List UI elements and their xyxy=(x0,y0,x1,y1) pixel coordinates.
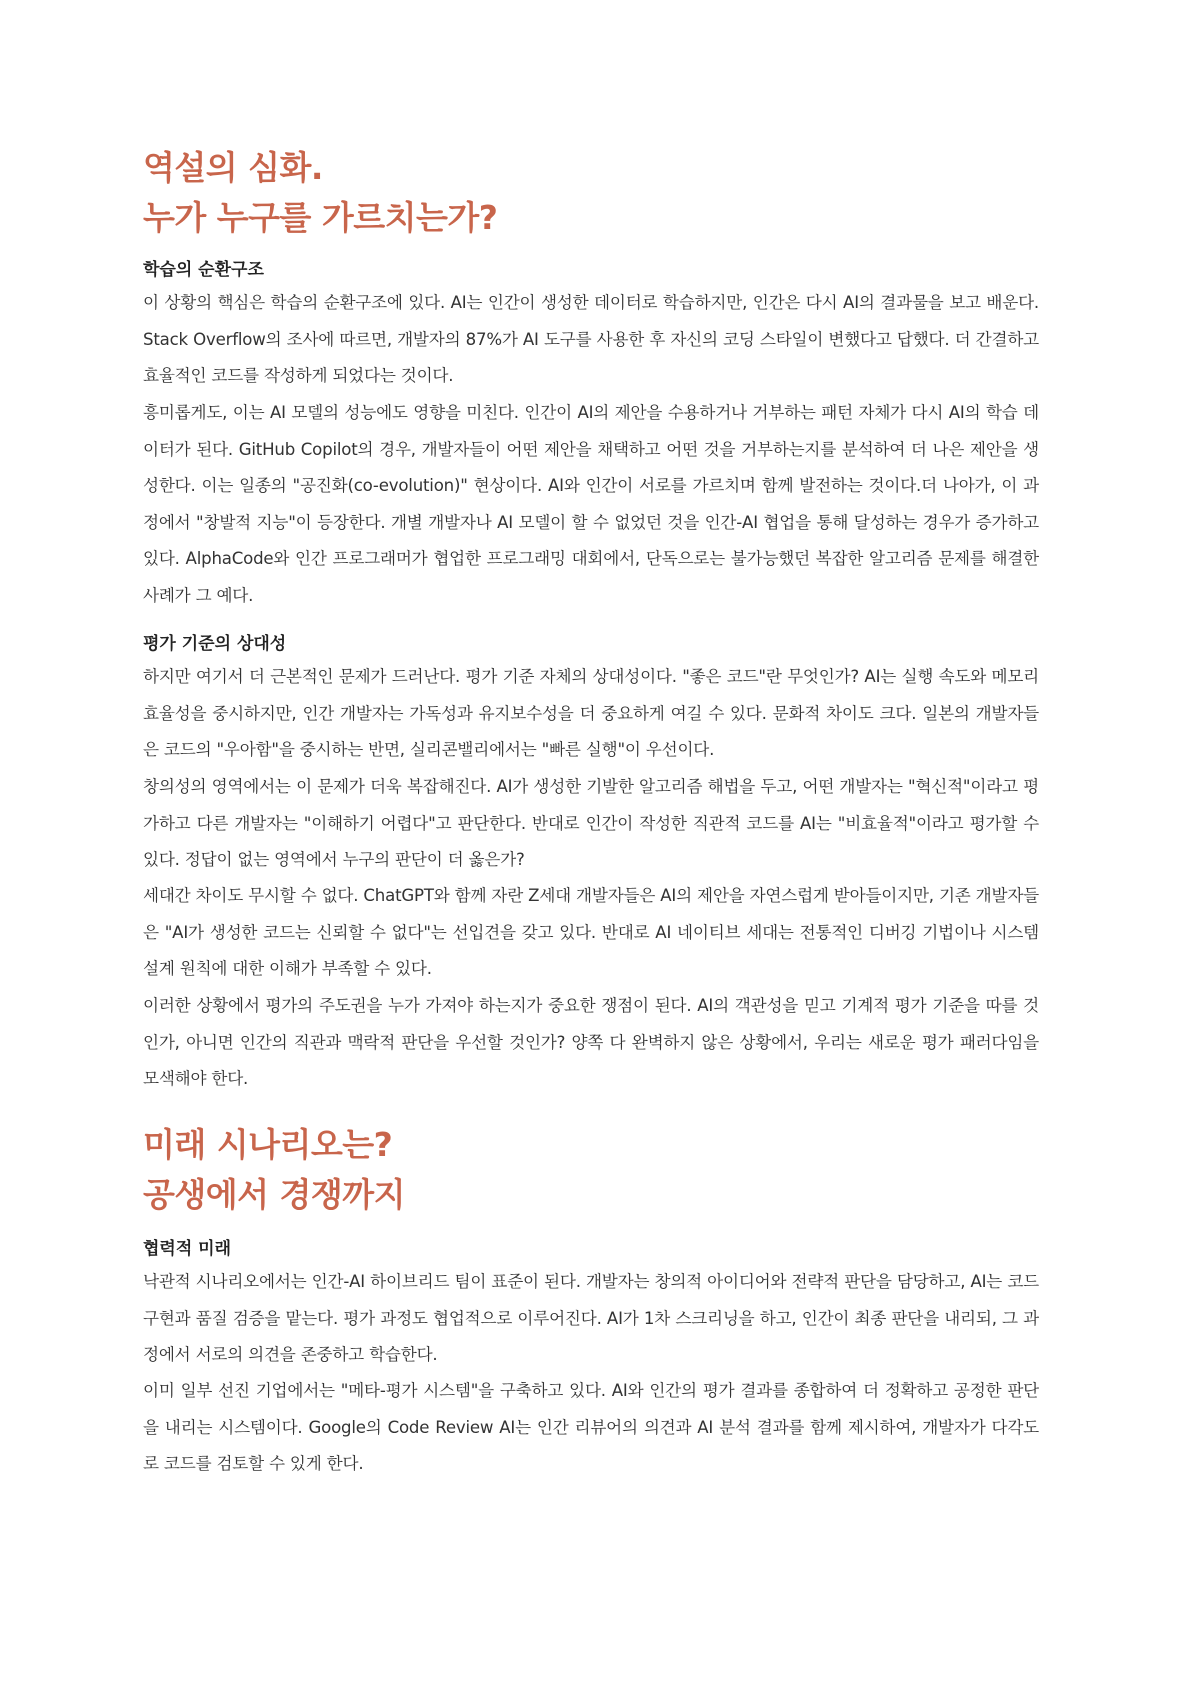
paragraph: 흥미롭게도, 이는 AI 모델의 성능에도 영향을 미친다. 인간이 AI의 제안을 수용하거나 거부하는 패턴 자체가 다시 AI의 학습 데이터가 된다. GitHub Copilot의 경우, 개발자들이 어떤 제안을 채택하고 어떤 것을 거부하는지를 분석하여 더 나은 제안을 생성한다. 이는 일종의 "공진화(co-evolution)" 현상이다. AI와 인간이 서로를 가르치며 함께 발전하는 것이다.더 나아가, 이 과정에서 "창발적 지능"이 등장한다. 개별 개발자나 AI 모델이 할 수 없었던 것을 인간-AI 협업을 통해 달성하는 경우가 증가하고 있다. AlphaCode와 인간 프로그래머가 협업한 프로그래밍 대회에서, 단독으로는 불가능했던 복잡한 알고리즘 문제를 해결한 사례가 그 예다. xyxy=(143,403,1039,605)
section-title-paradox xyxy=(143,143,1043,243)
subheading-evaluation-relativity: 평가 기준의 상대성 xyxy=(143,634,287,654)
paragraph: 낙관적 시나리오에서는 인간-AI 하이브리드 팀이 표준이 된다. 개발자는 창의적 아이디어와 전략적 판단을 담당하고, AI는 코드 구현과 품질 검증을 맡는다. 평가 과정도 협업적으로 이루어진다. AI가 1차 스크리닝을 하고, 인간이 최종 판단을 내리되, 그 과정에서 서로의 의견을 존중하고 학습한다. xyxy=(143,1272,1039,1364)
paragraph: 창의성의 영역에서는 이 문제가 더욱 복잡해진다. AI가 생성한 기발한 알고리즘 해법을 두고, 어떤 개발자는 "혁신적"이라고 평가하고 다른 개발자는 "이해하기 어렵다"고 판단한다. 반대로 인간이 작성한 직관적 코드를 AI는 "비효율적"이라고 평가할 수 있다. 정답이 없는 영역에서 누구의 판단이 더 옳은가? xyxy=(143,777,1039,869)
section-title-line-1: 미래 시나리오는? xyxy=(143,1125,393,1164)
subheading-learning-cycle: 학습의 순환구조 xyxy=(143,260,264,280)
section-title-line-2: 공생에서 경쟁까지 xyxy=(143,1175,406,1214)
section-title-line-2: 누가 누구를 가르치는가? xyxy=(143,198,498,237)
paragraph: 세대간 차이도 무시할 수 없다. ChatGPT와 함께 자란 Z세대 개발자들은 AI의 제안을 자연스럽게 받아들이지만, 기존 개발자들은 "AI가 생성한 코드는 신뢰할 수 없다"는 선입견을 갖고 있다. 반대로 AI 네이티브 세대는 전통적인 디버깅 기법이나 시스템 설계 원칙에 대한 이해가 부족할 수 있다. xyxy=(143,886,1039,978)
paragraph: 이러한 상황에서 평가의 주도권을 누가 가져야 하는지가 중요한 쟁점이 된다. AI의 객관성을 믿고 기계적 평가 기준을 따를 것인가, 아니면 인간의 직관과 맥락적 판단을 우선할 것인가? 양쪽 다 완벽하지 않은 상황에서, 우리는 새로운 평가 패러다임을 모색해야 한다. xyxy=(143,996,1039,1088)
paragraph: 이 상황의 핵심은 학습의 순환구조에 있다. AI는 인간이 생성한 데이터로 학습하지만, 인간은 다시 AI의 결과물을 보고 배운다. Stack Overflow의 조사에 따르면, 개발자의 87%가 AI 도구를 사용한 후 자신의 코딩 스타일이 변했다고 답했다. 더 간결하고 효율적인 코드를 작성하게 되었다는 것이다. xyxy=(143,293,1039,385)
section-title-line-1: 역설의 심화. xyxy=(143,148,323,187)
section-title-future-scenarios xyxy=(143,1120,1043,1220)
paragraph: 하지만 여기서 더 근본적인 문제가 드러난다. 평가 기준 자체의 상대성이다. "좋은 코드"란 무엇인가? AI는 실행 속도와 메모리 효율성을 중시하지만, 인간 개발자는 가독성과 유지보수성을 더 중요하게 여길 수 있다. 문화적 차이도 크다. 일본의 개발자들은 코드의 "우아함"을 중시하는 반면, 실리콘밸리에서는 "빠른 실행"이 우선이다. xyxy=(143,667,1039,759)
paragraph: 이미 일부 선진 기업에서는 "메타-평가 시스템"을 구축하고 있다. AI와 인간의 평가 결과를 종합하여 더 정확하고 공정한 판단을 내리는 시스템이다. Google의 Code Review AI는 인간 리뷰어의 의견과 AI 분석 결과를 함께 제시하여, 개발자가 다각도로 코드를 검토할 수 있게 한다. xyxy=(143,1381,1039,1473)
subheading-collaborative-future: 협력적 미래 xyxy=(143,1239,232,1259)
